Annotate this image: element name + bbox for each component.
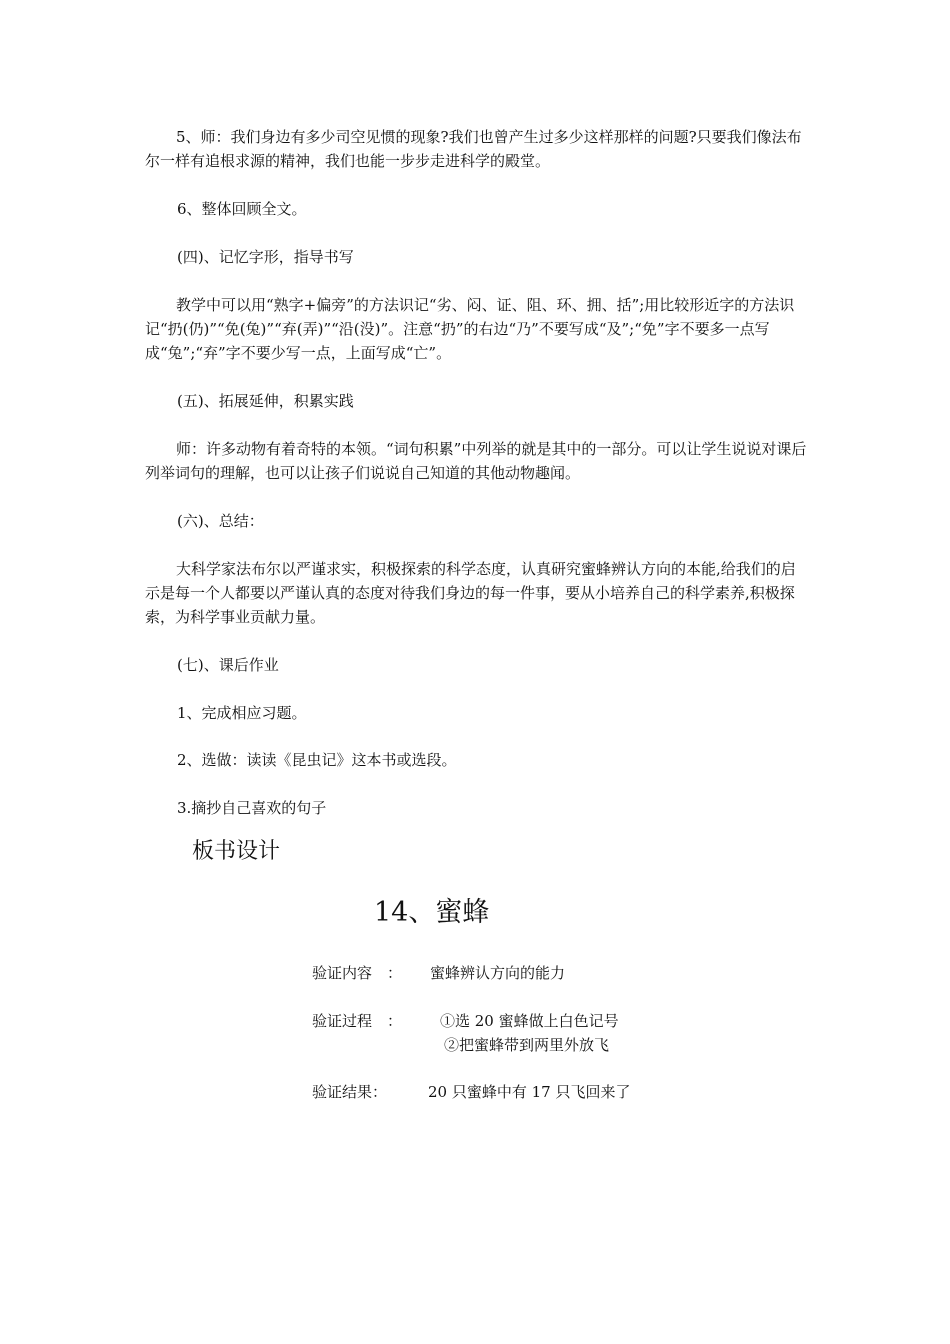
- paragraph-step6: 6、整体回顾全文。: [177, 200, 307, 218]
- board-lesson-title: 14、蜜蜂: [374, 897, 490, 928]
- section-heading-4: (四)、记忆字形，指导书写: [177, 248, 354, 266]
- board-content-label: 验证内容 ：: [312, 964, 403, 982]
- board-process-step-2: ②把蜜蜂带到两里外放飞: [444, 1036, 610, 1054]
- board-process-label: 验证过程 ：: [312, 1012, 403, 1030]
- homework-item-1: 1、完成相应习题。: [177, 704, 307, 722]
- paragraph-teaching: 教学中可以用“熟字+偏旁”的方法识记“劣、闷、证、阻、环、拥、括”;用比较形近字的方法识记“扔(仍)”“免(兔)”“弃(弄)”“沿(没)”。注意“扔”的右边“乃”不要写成“及”;“免”字不要多一点写成“兔”;“弃”字不要少写一点，上面写成“亡”。: [145, 296, 795, 362]
- homework-item-2: 2、选做：读读《昆虫记》这本书或选段。: [177, 751, 457, 769]
- section-heading-5: (五)、拓展延伸，积累实践: [177, 392, 354, 410]
- paragraph-extension: 师：许多动物有着奇特的本领。“词句积累”中列举的就是其中的一部分。可以让学生说说对课后列举词句的理解，也可以让孩子们说说自己知道的其他动物趣闻。: [145, 440, 807, 482]
- board-process-step-1: ①选 20 蜜蜂做上白色记号: [440, 1012, 619, 1030]
- board-result-value: 20 只蜜蜂中有 17 只飞回来了: [428, 1083, 631, 1101]
- homework-item-3: 3.摘抄自己喜欢的句子: [177, 799, 327, 817]
- board-result-label: 验证结果：: [312, 1083, 388, 1101]
- board-design-heading: 板书设计: [192, 839, 281, 864]
- section-heading-7: (七)、课后作业: [177, 656, 279, 674]
- paragraph-summary: 大科学家法布尔以严谨求实，积极探索的科学态度，认真研究蜜蜂辨认方向的本能,给我们的启示是每一个人都要以严谨认真的态度对待我们身边的每一件事，要从小培养自己的科学素养,积极探索，为科学事业贡献力量。: [145, 560, 796, 626]
- board-content-value: 蜜蜂辨认方向的能力: [430, 964, 566, 982]
- section-heading-6: (六)、总结：: [177, 512, 264, 530]
- paragraph-step5: 5、师：我们身边有多少司空见惯的现象?我们也曾产生过多少这样那样的问题?只要我们像法布尔一样有追根求源的精神，我们也能一步步走进科学的殿堂。: [145, 128, 802, 170]
